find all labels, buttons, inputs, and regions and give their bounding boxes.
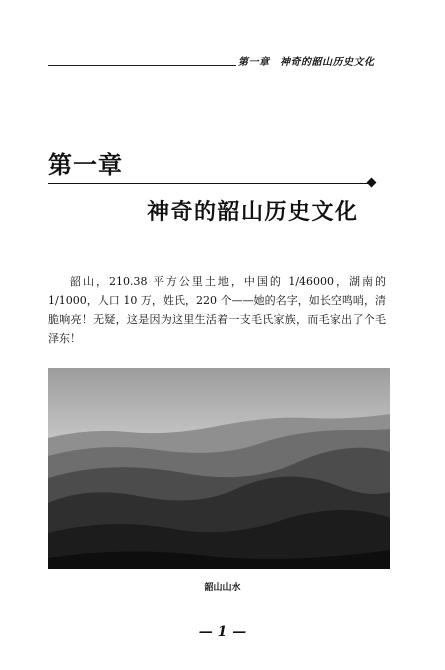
running-header: 第一章 神奇的韶山历史文化 [236, 53, 393, 68]
chapter-title: 神奇的韶山历史文化 [147, 199, 359, 225]
landscape-photo [48, 368, 390, 569]
page-number: — 1 — [198, 624, 247, 640]
body-paragraph: 韶山，210.38 平方公里土地，中国的 1/46000，湖南的 1/1000，人口 10 万，姓氏，220 个——她的名字，如长空鸣哨，清脆响亮！无疑，这是因为这里生活着一支毛氏家族，而毛家出了个毛泽东！ [48, 275, 386, 345]
body-text [48, 272, 386, 348]
diamond-ornament-icon [367, 178, 377, 188]
title-rule [48, 183, 371, 184]
chapter-number: 第一章 [48, 150, 123, 179]
figure-caption: 韶山山水 [204, 583, 241, 593]
